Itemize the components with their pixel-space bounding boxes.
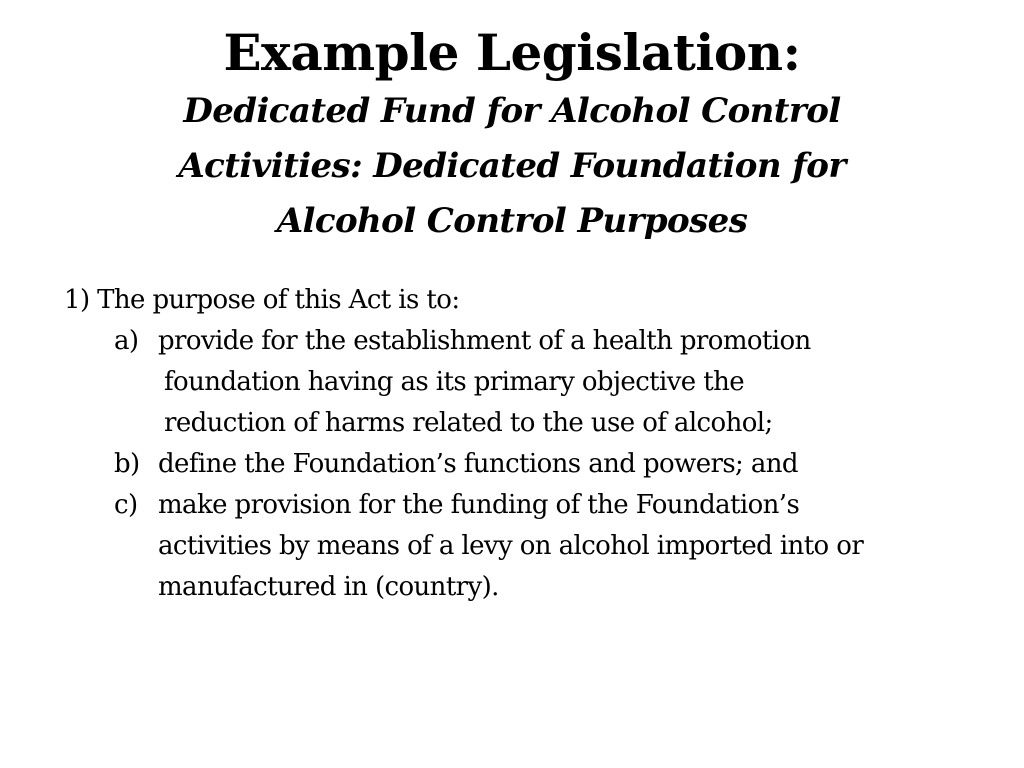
list-line: define the Foundation’s functions and powers; and xyxy=(158,449,798,479)
list-line: provide for the establishment of a health promotion xyxy=(158,326,811,356)
list-item-c xyxy=(64,485,994,608)
list-text-b xyxy=(158,444,994,485)
list-marker-b: b) xyxy=(114,449,140,479)
list-marker-c: c) xyxy=(114,490,138,520)
list-line: make provision for the funding of the Foundation’s xyxy=(158,490,800,520)
list-line: reduction of harms related to the use of alcohol; xyxy=(164,408,773,438)
list-line: foundation having as its primary objective the xyxy=(164,367,745,397)
body-text xyxy=(64,280,994,608)
list-text-c xyxy=(158,485,994,608)
subtitle-line-1: Dedicated Fund for Alcohol Control xyxy=(183,91,841,131)
subtitle-line-2: Activities: Dedicated Foundation for xyxy=(178,146,846,186)
title-block xyxy=(40,22,984,249)
list-line: activities by means of a levy on alcohol imported into or xyxy=(158,531,864,561)
list-text-a xyxy=(158,321,994,444)
slide-title: Example Legislation: xyxy=(223,23,801,82)
list-item-a xyxy=(64,321,994,444)
list-item-b xyxy=(64,444,994,485)
list-marker-a: a) xyxy=(114,326,139,356)
subtitle-line-3: Alcohol Control Purposes xyxy=(276,201,748,241)
purpose-intro: 1) The purpose of this Act is to: xyxy=(64,285,460,315)
list-line: manufactured in (country). xyxy=(158,572,499,602)
